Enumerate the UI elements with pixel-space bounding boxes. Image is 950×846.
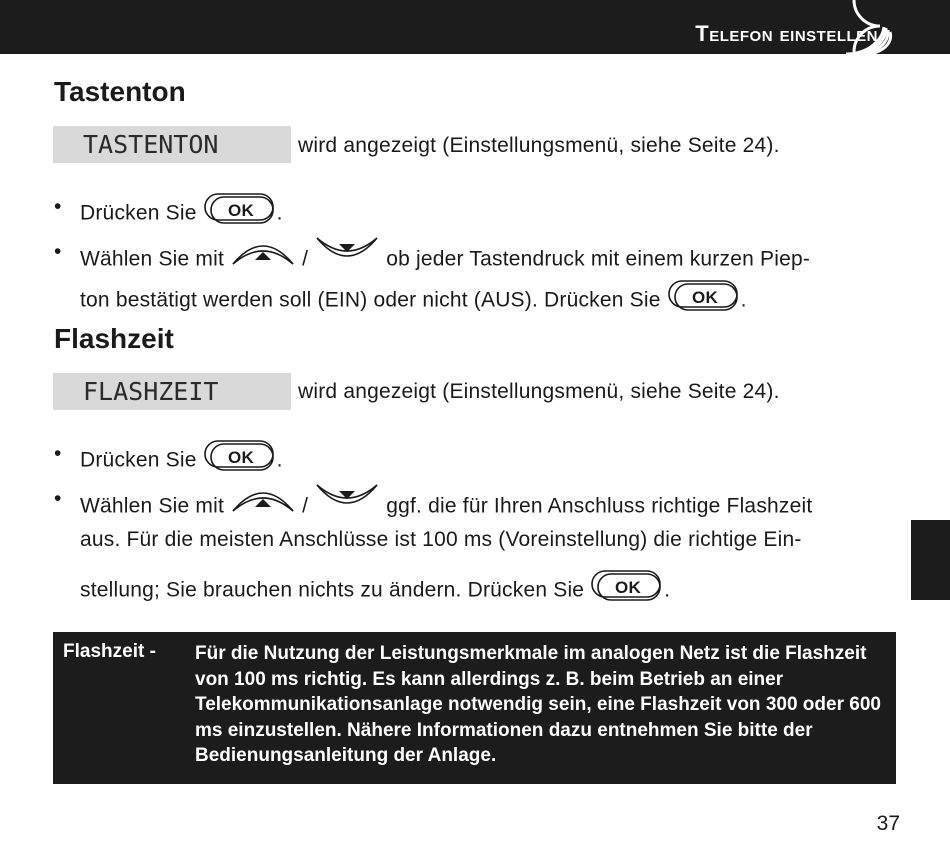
page-number: 37	[876, 812, 900, 835]
ok-key-icon	[203, 439, 277, 477]
ok-key-icon	[667, 279, 741, 317]
bullet-icon: •	[54, 240, 62, 263]
svg-text:OK: OK	[227, 201, 254, 220]
up-arrow-key-icon	[230, 481, 296, 521]
svg-text:OK: OK	[691, 288, 718, 307]
ok-key-icon	[203, 192, 277, 230]
step-select-flashzeit-cont2: stellung; Sie brauchen nichts zu ändern. Drücken Sie OK .	[80, 572, 670, 610]
note-box	[53, 632, 896, 784]
bullet-icon: •	[54, 195, 62, 218]
step-select-tastenton: Wählen Sie mit / ob jeder Tastendruck mit einem kurzen Piep-	[80, 240, 810, 280]
up-arrow-key-icon	[230, 234, 296, 274]
section-heading-flashzeit: Flashzeit	[54, 323, 174, 354]
note-label: Flashzeit -	[63, 641, 156, 662]
chapter-tab-marker	[911, 520, 950, 600]
step-select-tastenton-cont: ton bestätigt werden soll (EIN) oder nicht (AUS). Drücken Sie OK .	[80, 282, 747, 320]
step-select-flashzeit: Wählen Sie mit / ggf. die für Ihren Anschluss richtige Flashzeit	[80, 487, 812, 527]
step-press-ok: Drücken Sie OK .	[80, 442, 283, 480]
lcd-description: wird angezeigt (Einstellungsmenü, siehe Seite 24).	[298, 134, 780, 157]
step-press-ok: Drücken Sie OK .	[80, 195, 283, 233]
lcd-display-tastenton: TASTENTON	[53, 126, 291, 163]
svg-text:OK: OK	[227, 448, 254, 467]
step-select-flashzeit-cont: aus. Für die meisten Anschlüsse ist 100 ms (Voreinstellung) die richtige Ein-	[80, 528, 802, 551]
signal-waves-icon	[844, 0, 904, 54]
section-heading-tastenton: Tastenton	[54, 76, 186, 107]
ok-key-icon	[590, 569, 664, 607]
step-text: Drücken Sie	[80, 201, 197, 225]
down-arrow-key-icon	[314, 481, 380, 521]
header-bar	[0, 0, 950, 54]
note-text: Für die Nutzung der Leistungsmerkmale im analogen Netz ist die Flashzeit von 100 ms richtig. Es kann allerdings z. B. beim Betrieb an einer Telekommunikationsanlage notwendig sein, eine Flashzeit von 300 oder 600 ms einzustellen. Nähere Informationen dazu entnehmen Sie bitte der Bedienungsanleitung der Anlage.	[195, 643, 881, 766]
lcd-display-flashzeit: FLASHZEIT	[53, 373, 291, 410]
bullet-icon: •	[54, 487, 62, 510]
bullet-icon: •	[54, 442, 62, 465]
svg-text:OK: OK	[615, 578, 642, 597]
chapter-title: Telefon einstellen	[695, 21, 878, 46]
down-arrow-key-icon	[314, 234, 380, 274]
lcd-description: wird angezeigt (Einstellungsmenü, siehe Seite 24).	[298, 380, 780, 403]
